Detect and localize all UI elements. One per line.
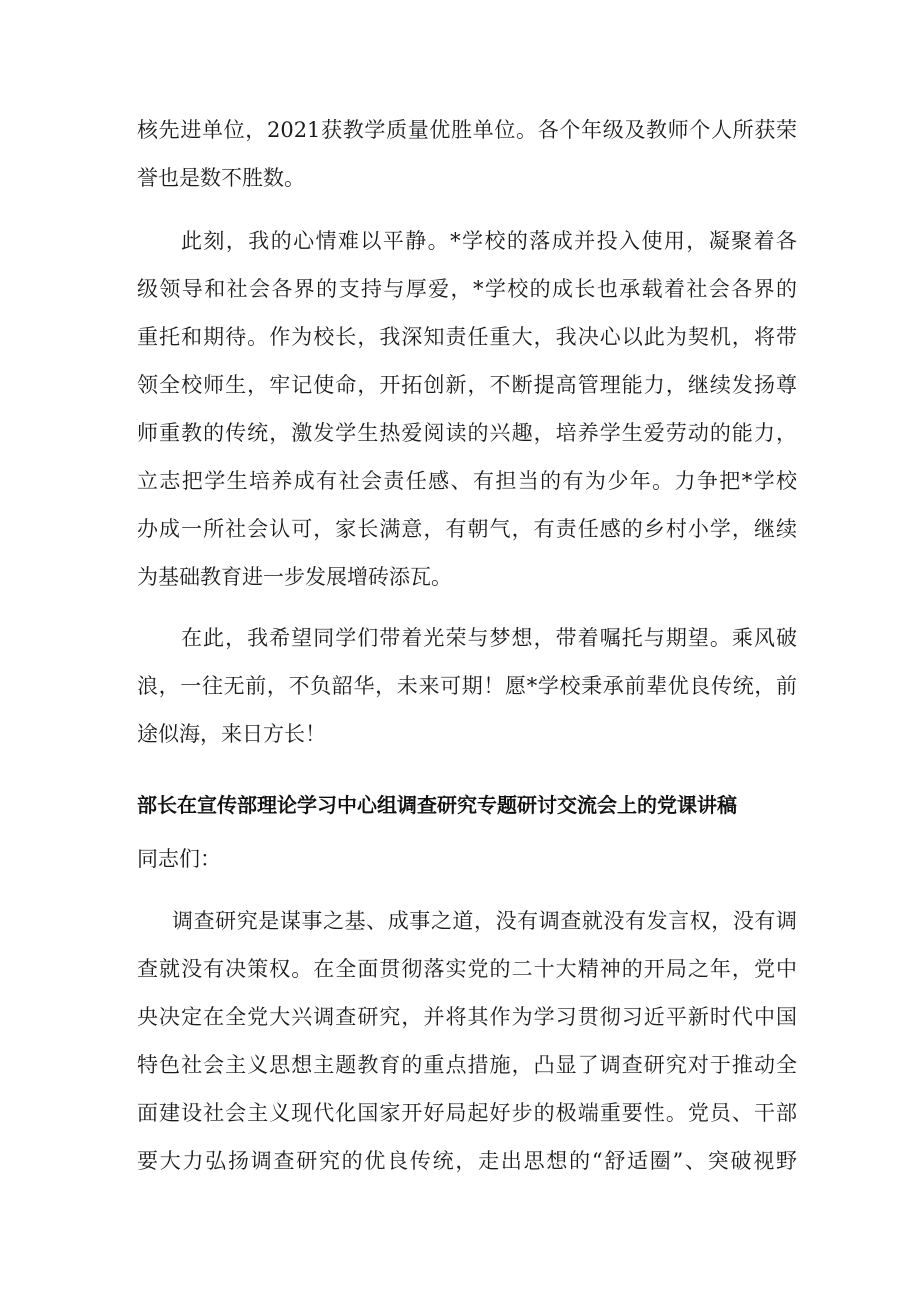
paragraph-2-line-8: 为基础教育进一步发展增砖添瓦。: [137, 565, 452, 589]
body-paragraph-line-1: 调查研究是谋事之基、成事之道，没有调查就没有发言权，没有调: [172, 909, 797, 933]
paragraph-3-line-3: 途似海，来日方长！: [137, 722, 326, 746]
paragraph-2-line-5: 师重教的传统，激发学生热爱阅读的兴趣，培养学生爱劳动的能力，: [137, 421, 797, 445]
paragraph-2-line-4: 领全校师生，牢记使命，开拓创新，不断提高管理能力，继续发扬尊: [137, 373, 797, 397]
body-paragraph-line-6: 要大力弘扬调查研究的优良传统，走出思想的“舒适圈”、突破视野: [137, 1149, 797, 1173]
salutation: 同志们：: [137, 847, 221, 871]
paragraph-1-line-1: 核先进单位，2021获教学质量优胜单位。各个年级及教师个人所获荣: [137, 118, 797, 142]
section-title: 部长在宣传部理论学习中心组调查研究专题研讨交流会上的党课讲稿: [137, 793, 737, 817]
paragraph-2-line-7: 办成一所社会认可，家长满意，有朝气，有责任感的乡村小学，继续: [137, 517, 797, 541]
paragraph-2-line-3: 重托和期待。作为校长，我深知责任重大，我决心以此为契机，将带: [137, 325, 797, 349]
paragraph-2-line-1: 此刻，我的心情难以平静。*学校的落成并投入使用，凝聚着各: [181, 229, 797, 253]
body-paragraph-line-3: 央决定在全党大兴调查研究，并将其作为学习贯彻习近平新时代中国: [137, 1005, 797, 1029]
paragraph-2-line-2: 级领导和社会各界的支持与厚爱，*学校的成长也承载着社会各界的: [137, 277, 797, 301]
paragraph-2-line-6: 立志把学生培养成有社会责任感、有担当的有为少年。力争把*学校: [137, 469, 797, 493]
body-paragraph-line-4: 特色社会主义思想主题教育的重点措施，凸显了调查研究对于推动全: [137, 1053, 797, 1077]
paragraph-3-line-1: 在此，我希望同学们带着光荣与梦想，带着嘱托与期望。乘风破: [181, 626, 797, 650]
body-paragraph-line-2: 查就没有决策权。在全面贯彻落实党的二十大精神的开局之年，党中: [137, 957, 797, 981]
paragraph-1-line-2: 誉也是数不胜数。: [137, 166, 305, 190]
body-paragraph-line-5: 面建设社会主义现代化国家开好局起好步的极端重要性。党员、干部: [137, 1101, 797, 1125]
paragraph-3-line-2: 浪，一往无前，不负韶华，未来可期！愿*学校秉承前辈优良传统，前: [137, 674, 797, 698]
